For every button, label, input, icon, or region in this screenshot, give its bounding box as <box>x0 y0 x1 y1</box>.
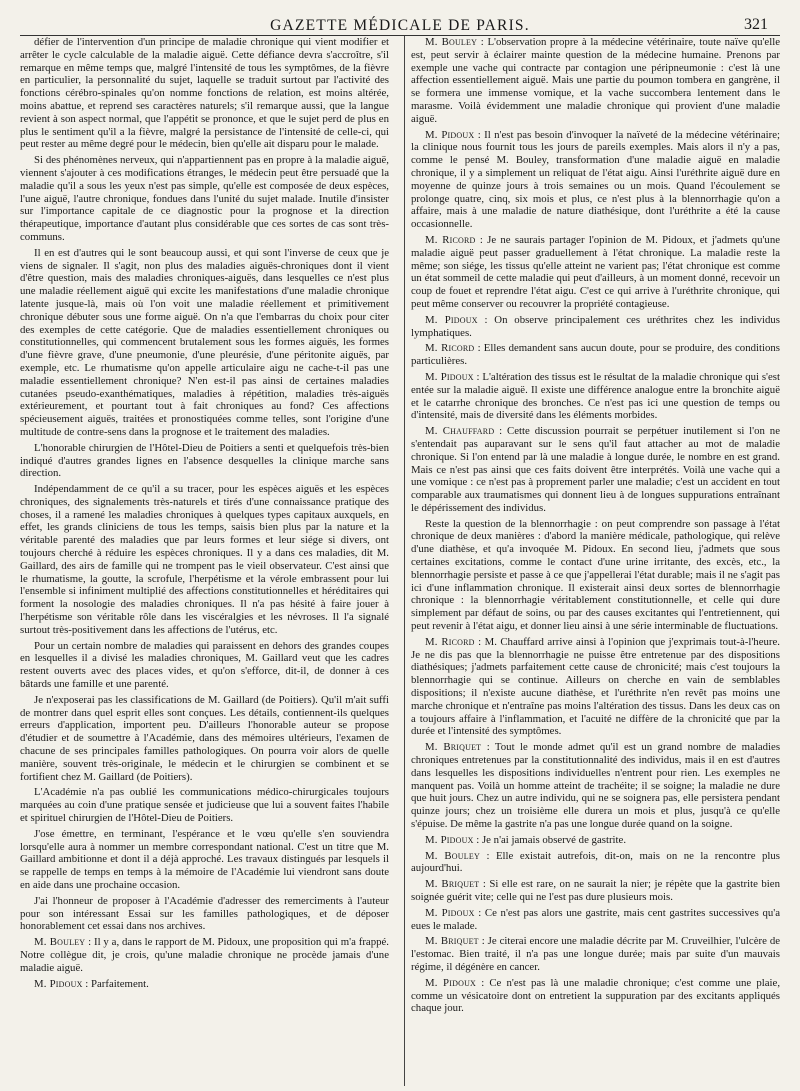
left-column <box>20 36 389 1086</box>
paragraph <box>20 247 389 439</box>
paragraph-text: : L'observation propre à la médecine vétérinaire, toute naïve qu'elle est, peut servir à éclairer mainte question de la médecine humaine. Prenons par exemple une vache qui contracte par contagion une péripneumonie : c'est là une affection essentiellement aiguë. Mais une partie du poumon tombera en gangrène, il se formera une immense vomique, et la vache succombera lentement dans le marasme. Voilà évidemment une maladie chronique qui provient d'une maladie aiguë. <box>411 36 780 125</box>
speaker-name: M. Briquet <box>425 741 482 754</box>
speaker-name: M. Ricord <box>425 233 476 246</box>
paragraph-text: J'ose émettre, en terminant, l'espérance et le vœu qu'elle s'en souviendra lorsqu'elle aura à nommer un membre correspondant national. C'est un titre que M. Gaillard ambitionne et dont il a déjà approché. Les travaux distingués par lesquels il se rappelle de temps en temps à la mémoire de l'Académie lui viendront sans doute en aide dans une prochaine occasion. <box>20 827 389 891</box>
speaker-name: M. Ricord <box>425 635 475 648</box>
paragraph <box>411 129 780 231</box>
paragraph <box>20 978 389 991</box>
paragraph-text: Pour un certain nombre de maladies qui paraissent en dehors des grandes coupes en lesquelles il a divisé les maladies chroniques, M. Gaillard veut que les cadres restent ouverts avec des places vides, et qu'on s'efforce, dit-il, de donner à ces bâtards une famille et une parenté. <box>20 639 389 691</box>
paragraph <box>411 935 780 973</box>
paragraph <box>411 741 780 831</box>
text-columns <box>20 36 780 1086</box>
paragraph-text: J'ai l'honneur de proposer à l'Académie d'adresser des remerciments à l'auteur pour son intéressant Essai sur les familles pathologiques, et de déposer honorablement cet essai dans nos archives. <box>20 894 389 933</box>
page-number: 321 <box>744 16 768 33</box>
paragraph <box>20 828 389 892</box>
paragraph-text: défier de l'intervention d'un principe de maladie chronique qui vient modifier et arrêter le cycle calculable de la maladie aiguë. Cette défiance devra s'accroître, s'il remarque en même temps que, malgré l'intensité de tous les symptômes, de la fièvre en particulier, la personnalité du sujet, laquelle se traduit surtout par l'activité des fonctions cérébro-spinales qu'on nomme fonctions de relation, est moins altérée, moins abattue, et reprend ses caractères naturels; s'il remarque aussi, que la langue revient à son aspect normal, que l'appétit se prononce, et que le sujet perd de plus en plus le sentiment qu'il a la fièvre, malgré la persistance de l'intensité de celle-ci, qui peut rester au même degré pour le médecin, bien qu'elle ait disparu pour le malade. <box>20 36 389 151</box>
paragraph <box>20 154 389 244</box>
paragraph-text: : Je n'ai jamais observé de gastrite. <box>476 833 627 846</box>
paragraph <box>411 907 780 933</box>
paragraph <box>20 483 389 637</box>
paragraph-text: : Si elle est rare, on ne saurait la nier; je répète que la gastrite bien soignée guérit vite; celle qui ne l'est pas dure plusieurs mois. <box>411 878 780 903</box>
paragraph <box>20 640 389 691</box>
paragraph-text: : Ce n'est pas là une maladie chronique; c'est comme une plaie, comme un vésicatoire dont on entretient la suppuration par des excitants appliqués chaque jour. <box>411 976 780 1015</box>
paragraph-text: : Parfaitement. <box>85 977 149 990</box>
paragraph-text: L'Académie n'a pas oublié les communications médico-chirurgicales toujours marquées au coin d'une pratique sensée et judicieuse que lui a souvent faites l'habile et spirituel chirurgien de l'Hôtel-Dieu de Poitiers. <box>20 786 389 825</box>
speaker-name: M. Pidoux <box>425 833 474 846</box>
paragraph-text: : On observe principalement ces uréthrites chez les individus lymphatiques. <box>411 313 780 339</box>
paragraph <box>411 878 780 904</box>
paragraph <box>411 36 780 126</box>
paragraph <box>20 442 389 480</box>
paragraph <box>20 936 389 974</box>
paragraph-text: : Elles demandent sans aucun doute, pour se produire, des conditions particulières. <box>411 342 780 368</box>
paragraph <box>411 977 780 1015</box>
paragraph <box>411 834 780 847</box>
paragraph-text: Reste la question de la blennorrhagie : on peut comprendre son passage à l'état chronique de deux manières : d'abord la manière médicale, pathologique, qui relève d'une diathèse, et qu'a invoquée M. Pidoux. En second lieu, j'admets que sous certaines excitations, comme le contact d'une urine irritante, des excès, etc., la blennorrhagie persiste et passe à ce que j'appellerai l'état durable; mais il ne s'agit pas ici d'une inflammation chronique. Il existerait ainsi deux sortes de blennorrhagie chronique : la blennorrhagie véritablement constitutionnelle, et celle qui dure simplement par défaut de soins, ou par des causes excitantes qui l'entretiennent, qui peut revenir à l'état aigu, et donner lieu ainsi à une série interminable de fluctuations. <box>411 517 780 633</box>
speaker-name: M. Pidoux <box>34 977 83 990</box>
column-divider <box>404 36 405 1086</box>
speaker-name: M. Pidoux <box>425 976 477 989</box>
paragraph <box>411 314 780 340</box>
paragraph-text: : Cette discussion pourrait se perpétuer inutilement si l'on ne s'entendait pas auparavant sur le sens qu'il faut attacher au mot de maladie chronique. Si l'on entend par là une maladie à longue durée, le nombre en est grand. Mais ce n'est pas ainsi que ces faits doivent être interprétés. Voilà une vache qui a une vomique : ce n'est pas à proprement parler une maladie; c'est un accident en tout comparable aux traumatismes qui donnent lieu à de longues suppurations entraînant le dépérissement des individus. <box>411 425 780 514</box>
paragraph <box>411 850 780 876</box>
speaker-name: M. Briquet <box>425 935 479 948</box>
journal-title: GAZETTE MÉDICALE DE PARIS. <box>270 17 530 34</box>
paragraph-text: : Elle existait autrefois, dit-on, mais on ne la rencontre plus aujourd'hui. <box>411 849 780 875</box>
speaker-name: M. Pidoux <box>425 313 478 326</box>
speaker-name: M. Pidoux <box>425 906 475 919</box>
speaker-name: M. Bouley <box>34 936 86 949</box>
paragraph-text: Je n'exposerai pas les classifications de M. Gaillard (de Poitiers). Qu'il m'ait suffi de montrer dans quel esprit elles sont conçues. Les détails, contiennent-ils quelques erreurs d'application, importent peu. D'ailleurs l'honorable auteur se propose d'étudier et de soumettre à l'Académie, dans des mémoires ultérieurs, l'examen de chacune de ses principales familles pathologiques. On pourra voir alors de quelle manière, souvent très-originale, le médecin et le chirurgien se combinent et se fortifient chez M. Gaillard (de Poitiers). <box>20 693 389 783</box>
paragraph <box>411 636 780 738</box>
paragraph-text: : Ce n'est pas alors une gastrite, mais cent gastrites successives qu'a eues le malade. <box>411 906 780 932</box>
paragraph-text: : L'altération des tissus est le résultat de la maladie chronique qui s'est entée sur la maladie aiguë. Il existe une différence analogue entre la bronchite aiguë et le catarrhe chronique des bronches. Ce n'est pas ici une question de temps ou d'intensité, mais de diversité dans les éléments morbides. <box>411 370 780 422</box>
page-header <box>20 12 780 36</box>
speaker-name: M. Pidoux <box>425 370 474 383</box>
paragraph-text: Si des phénomènes nerveux, qui n'appartiennent pas en propre à la maladie aiguë, viennent s'ajouter à ces modifications étranges, le médecin peut être persuadé que la maladie qu'il a sous les yeux n'est pas simple, qu'elle est composée de deux espèces, l'une aiguë, l'autre chronique, fondues dans l'unité du sujet malade. Inutile d'insister sur l'importance capitale de ce diagnostic pour la prognose et la direction thérapeutique, importance d'autant plus considérable que ces sortes de cas sont très-communs. <box>20 154 389 243</box>
speaker-name: M. Briquet <box>425 878 480 891</box>
paragraph-text: : Tout le monde admet qu'il est un grand nombre de maladies chroniques entretenues par la constitutionnalité des individus, mais il en est d'autres dans lesquelles les dispositions individuelles n'entrent pour rien. Les exemples ne manquent pas. Voilà un homme atteint de trachéite; il se soigne; la maladie ne dure que huit jours. Chez un autre individu, qui ne se soignera pas, elle persistera pendant quinze jours; chez un troisième elle durera un mois et plus, jusqu'à ce qu'elle s'épuise. De même la gastrite n'a pas une longue durée quand on la soigne. <box>411 741 780 831</box>
paragraph-text: L'honorable chirurgien de l'Hôtel-Dieu de Poitiers a senti et quelquefois très-bien indiqué d'autres grandes lignes en l'absence desquelles la clinique marche sans direction. <box>20 441 389 480</box>
paragraph-text: : Je ne saurais partager l'opinion de M. Pidoux, et j'admets qu'une maladie aiguë peut passer graduellement à l'état chronique. La maladie reste la même; son siége, les tissus qu'elle atteint ne varient pas; l'état chronique est comme un état sommeil de cette maladie qui peut d'ailleurs, à un moment donné, recevoir un coup de fouet et reprendre l'état aigu. C'est ce qui arrive à l'uréthrite chronique, qui peut même conserver ou recouvrer la propriété contagieuse. <box>411 233 780 310</box>
speaker-name: M. Ricord <box>425 342 475 355</box>
paragraph <box>411 371 780 422</box>
paragraph-text: : Il n'est pas besoin d'invoquer la naïveté de la médecine vétérinaire; la clinique nous fournit tous les jours de pareils exemples. Mais alors il n'y a pas, comme le pensé M. Bouley, transformation d'une maladie aiguë en maladie chronique, il y a simplement un reliquat de l'état aigu. Ainsi l'uréthrite aiguë dure en moyenne de quinze jours à trois semaines ou un mois. Quand l'écoulement se prolonge quatre, cinq, six mois et plus, ce n'est plus à la blennorrhagie qu'on a affaire, mais à une maladie de nature diathésique, dont l'uréthrite a été la cause occasionnelle. <box>411 128 780 231</box>
speaker-name: M. Bouley <box>425 849 480 862</box>
paragraph-text: : M. Chauffard arrive ainsi à l'opinion que j'exprimais tout-à-l'heure. Je ne dis pas que la blennorrhagie ne puisse être entretenue par des dispositions diathésiques; j'admets parfaitement cette cause de chronicité; mais c'est toujours la blennorrhagie qui se continue. Ailleurs on cherche en vain de semblables dispositions; il n'existe aucune diathèse, et l'uréthrite n'en revêt pas moins une marche chronique et n'entraîne pas moins l'altération des tissus. Dans les deux cas on a toujours affaire à l'inflammation, et l'acuité ne diffère de la chronicité que par la durée et l'intensité des symptômes. <box>411 635 780 738</box>
right-column <box>411 36 780 1086</box>
paragraph <box>411 518 780 633</box>
paragraph-text: : Il y a, dans le rapport de M. Pidoux, une proposition qui m'a frappé. Notre collègue dit, je crois, qu'une maladie chronique ne procède jamais d'une maladie aiguë. <box>20 936 390 974</box>
paragraph <box>411 425 780 515</box>
paragraph-text: Il en est d'autres qui le sont beaucoup aussi, et qui sont l'inverse de ceux que je viens de signaler. Il s'agit, non plus des maladies aiguës-chroniques dont il vient d'être question, mais des maladies chroniques-aiguës, dans lesquelles ce n'est plus une maladie réellement aiguë qui excite les manifestations d'une maladie chronique latente jusque-là, mais où l'on voit une maladie réellement et primitivement chronique débuter sous une forme aiguë. On n'a que l'embarras du choix pour citer des exemples de cette catégorie. Que de maladies essentiellement chroniques ou constitutionnelles, qui commencent brutalement sous les formes aiguës, les formes d'une fièvre grave, d'une pneumonie, d'une pleurésie, d'une péritonite aiguës, par exemple, etc. Le rhumatisme qu'on appelle articulaire aigu ne cache-t-il pas une maladie essentiellement chronique? N'en est-il pas ainsi de certaines maladies cutanées pseudo-exanthématiques, maladies à répétition, maladies très-aiguës extérieurement, et pourtant tout à fait chroniques au fond? Ces affections spécieusement aiguës, traitées et pronostiquées comme telles, sont l'origine d'une multitude de contre-sens dans la prognose et le traitement des maladies. <box>20 246 389 438</box>
speaker-name: M. Pidoux <box>425 128 475 141</box>
speaker-name: M. Chauffard <box>425 425 495 438</box>
paragraph <box>20 786 389 824</box>
paragraph <box>20 694 389 784</box>
paragraph-text: : Je citerai encore une maladie décrite par M. Cruveilhier, l'ulcère de l'estomac. Bien traité, il n'a pas une longue durée; mais par suite d'un mauvais régime, il dégénère en cancer. <box>411 935 780 973</box>
paragraph <box>20 895 389 933</box>
paragraph <box>20 36 389 151</box>
speaker-name: M. Bouley <box>425 36 478 48</box>
paragraph <box>411 234 780 311</box>
paragraph <box>411 342 780 368</box>
paragraph-text: Indépendamment de ce qu'il a su tracer, pour les espèces aiguës et les espèces chroniques, des signalements très-naturels et tirés d'une connaissance pratique des choses, il a ramené les maladies chroniques à quelques types capitaux auxquels, en effet, les grands cliniciens de tous les temps, saisis bien plus par la nature et la véritable parenté des maladies que par leurs formes et leur siége si divers, ont toujours cherché à réduire les espèces chroniques. Il y a dans ces maladies, dit M. Gaillard, des airs de famille qui ne trompent pas le vieil observateur. C'est ainsi que le rhumatisme, la goutte, la scrofule, l'herpétisme et la vérole embrassent pour lui l'ensemble si infiniment multiplié des affections constitutionnelles et héréditaires qui forment la nosologie des maladies chroniques. Il n'a pas hésité à faire jouer à l'herpétisme son véritable rôle dans les viscéralgies et les névroses. Il l'a signalé surtout très-positivement dans les affections de l'utérus, etc. <box>20 483 389 636</box>
